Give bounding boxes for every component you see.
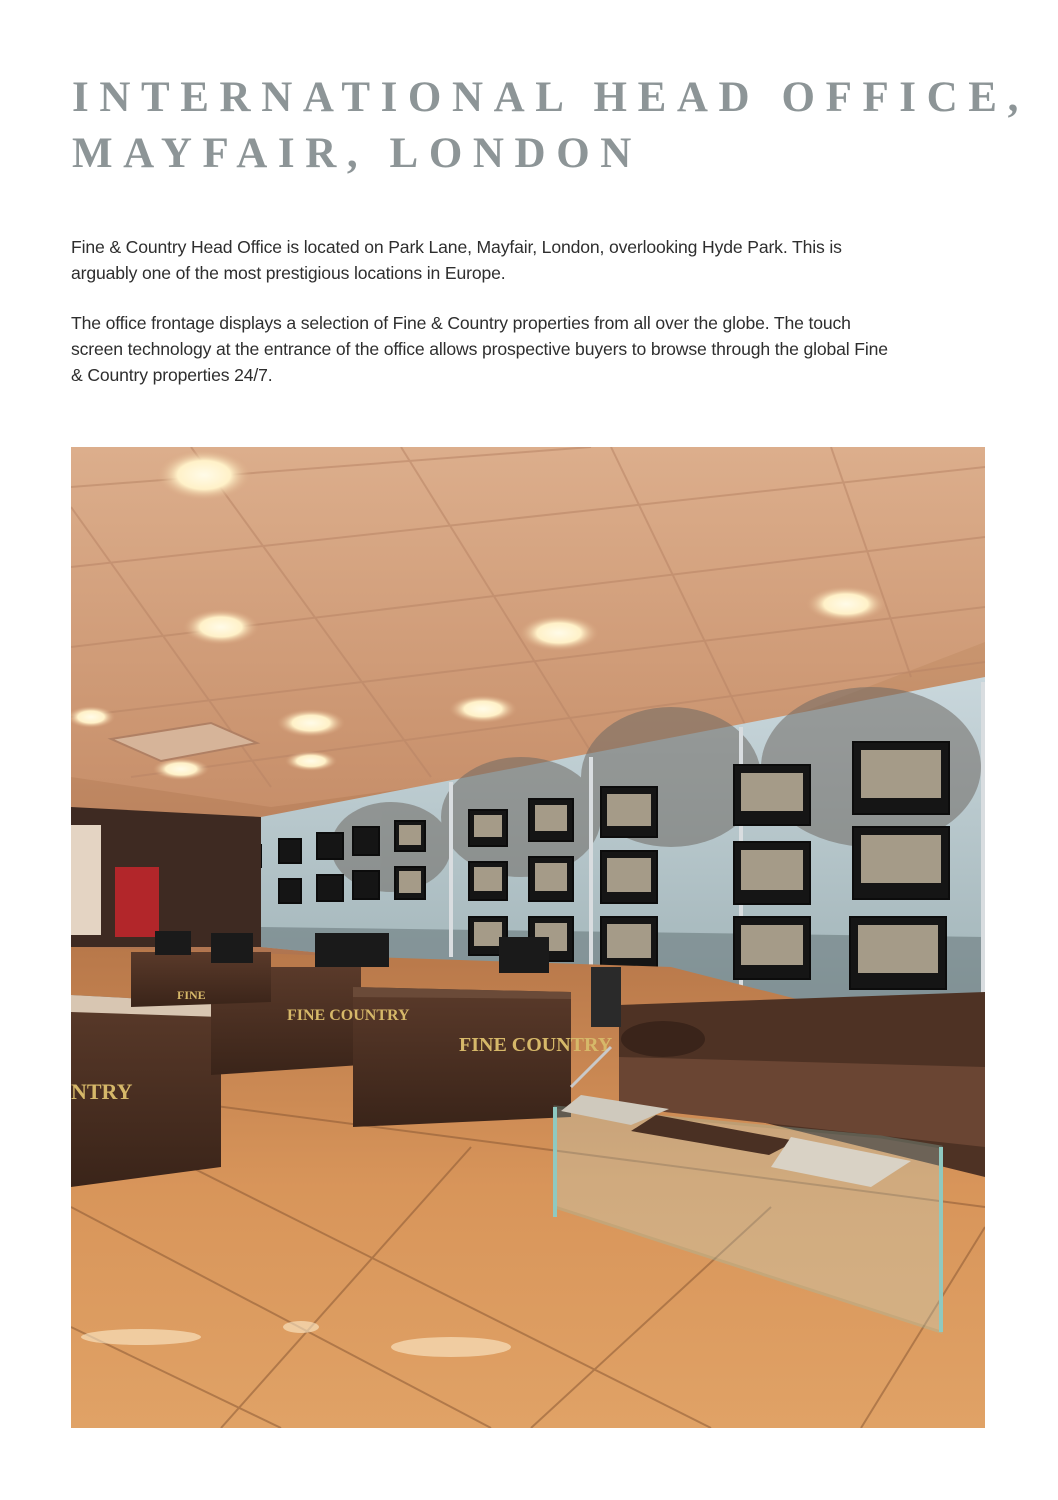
intro-paragraph [71, 234, 996, 286]
frontage-line-3: & Country properties 24/7. [71, 365, 273, 385]
title-line-2: MAYFAIR, LONDON [72, 130, 642, 177]
intro-line-2: arguably one of the most prestigious locations in Europe. [71, 263, 506, 283]
page-title [72, 70, 1029, 182]
intro-line-1: Fine & Country Head Office is located on Park Lane, Mayfair, London, overlooking Hyde Park. This is [71, 237, 842, 257]
office-interior-photo [71, 447, 985, 1428]
frontage-paragraph [71, 310, 996, 388]
frontage-line-1: The office frontage displays a selection of Fine & Country properties from all over the globe. The touch [71, 313, 851, 333]
office-photo-illustration [71, 447, 985, 1428]
left-wall-panel [71, 825, 101, 935]
desk-sign-4: NTRY [71, 1079, 133, 1104]
shelf-alcove [115, 867, 159, 937]
title-line-1: INTERNATIONAL HEAD OFFICE, [72, 74, 1029, 121]
desk-sign-2: FINE COUNTRY [287, 1007, 410, 1024]
frontage-line-2: screen technology at the entrance of the office allows prospective buyers to browse through the global Fine [71, 339, 888, 359]
desk-sign-1: FINE COUNTRY [459, 1034, 613, 1056]
desk-sign-3: FINE [177, 988, 206, 1002]
